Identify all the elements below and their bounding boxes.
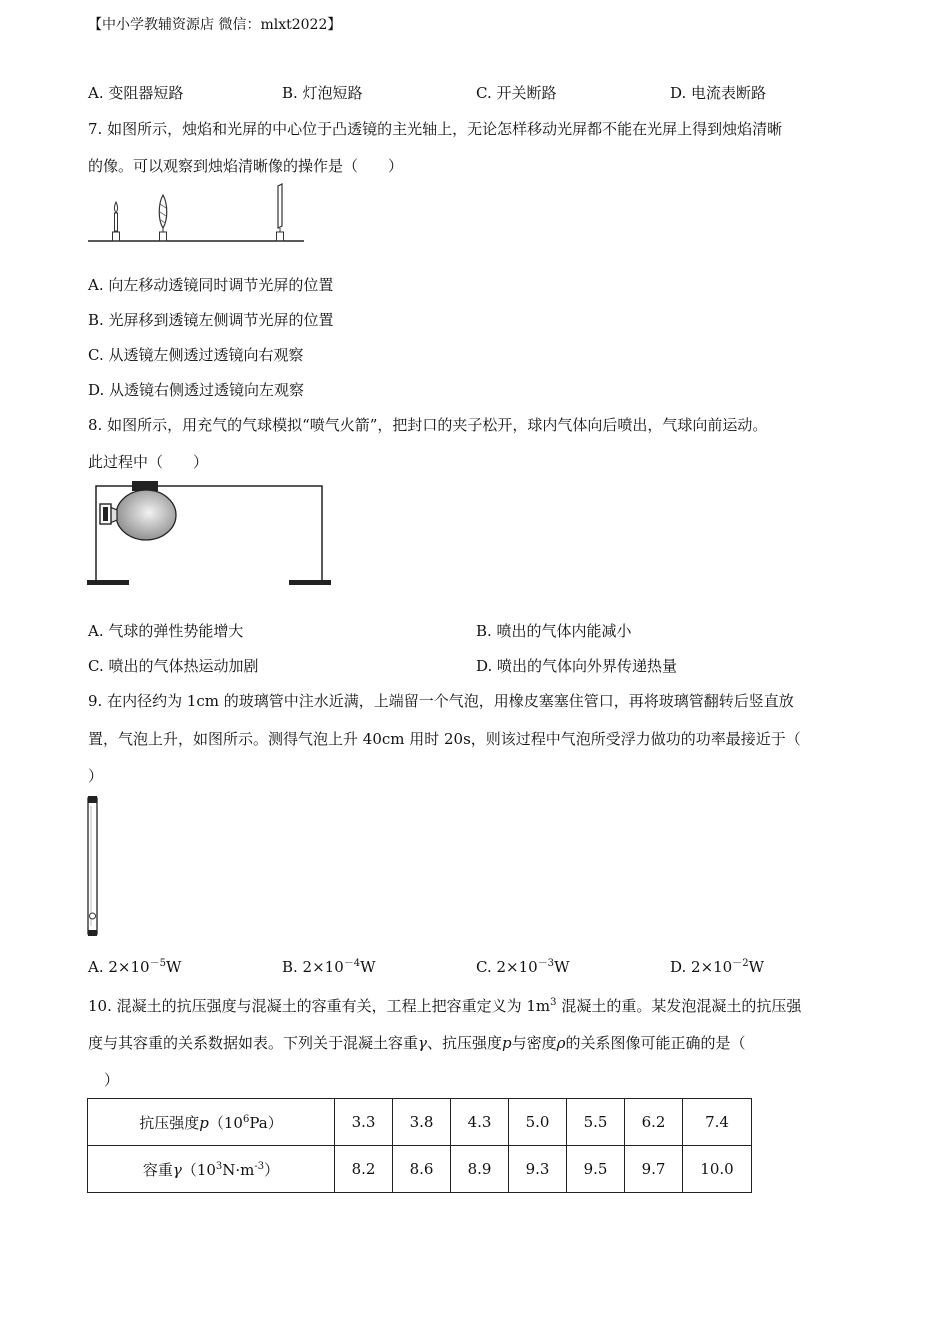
q9-glass-tube-figure	[84, 792, 104, 940]
q8-option-d[interactable]: D. 喷出的气体向外界传递热量	[476, 657, 678, 675]
q9-option-c[interactable]: C. $2\times 10^{-3}W$	[476, 958, 570, 976]
q6-option-d[interactable]: D. 电流表断路	[670, 84, 767, 102]
table-cell: 10.0	[683, 1146, 752, 1193]
table-cell: 8.2	[335, 1146, 393, 1193]
table-cell: 5.5	[567, 1099, 625, 1146]
candle-icon	[113, 202, 120, 241]
row-header-strength: 抗压强度$p(10^6Pa)$	[88, 1099, 335, 1146]
q8-balloon-rocket-figure	[86, 478, 336, 590]
light-screen-icon	[277, 184, 284, 241]
q7-optical-bench-figure	[86, 182, 308, 246]
q6-option-a[interactable]: A. 变阻器短路	[88, 84, 184, 102]
q7-option-b[interactable]: B. 光屏移到透镜左侧调节光屏的位置	[88, 311, 334, 329]
tube-bottom	[88, 930, 97, 936]
table-row-unit-weight	[88, 1146, 752, 1193]
table-cell: 3.8	[393, 1099, 451, 1146]
q8-option-b[interactable]: B. 喷出的气体内能减小	[476, 622, 632, 640]
row-header-unit-weight: 容重$\gamma(10^3N\cdot m^{-3})$	[88, 1146, 335, 1193]
q6-option-c[interactable]: C. 开关断路	[476, 84, 557, 102]
table-row-compressive-strength	[88, 1099, 752, 1146]
table-cell: 9.7	[625, 1146, 683, 1193]
right-base	[289, 580, 331, 585]
q7-option-c[interactable]: C. 从透镜左侧透过透镜向右观察	[88, 346, 304, 364]
table-cell: 4.3	[451, 1099, 509, 1146]
q7-stem-line2: 的像。可以观察到烛焰清晰像的操作是（ ）	[88, 157, 404, 175]
q9-option-a[interactable]: A. $2\times 10^{-5}W$	[88, 958, 182, 976]
q10-data-table	[87, 1098, 752, 1193]
q6-option-b[interactable]: B. 灯泡短路	[282, 84, 363, 102]
q9-stem-line2: 置，气泡上升，如图所示。测得气泡上升 40cm 用时 20s，则该过程中气泡所受浮力做功的功率最接近于（	[88, 730, 801, 748]
q9-stem-line1: 9. 在内径约为 1cm 的玻璃管中注水近满，上端留一个气泡，用橡皮塞塞住管口，再将玻璃管翻转后竖直放	[88, 692, 794, 710]
convex-lens-icon	[159, 195, 167, 241]
q10-stem-line2: 度与其容重的关系数据如表。下列关于混凝土容重γ、抗压强度p与密度ρ的关系图像可能正确的是（	[88, 1034, 746, 1052]
clip-inner	[103, 507, 108, 521]
page-header: 【中小学教辅资源店 微信：mlxt2022】	[88, 17, 342, 33]
q10-stem-line1: 10. 混凝土的抗压强度与混凝土的容重有关，工程上把容重定义为 $1m^3$ 混凝土的重。某发泡混凝土的抗压强	[88, 997, 802, 1015]
left-base	[87, 580, 129, 585]
table-cell: 5.0	[509, 1099, 567, 1146]
table-cell: 9.3	[509, 1146, 567, 1193]
q7-stem-line1: 7. 如图所示，烛焰和光屏的中心位于凸透镜的主光轴上，无论怎样移动光屏都不能在光屏上得到烛焰清晰	[88, 120, 783, 138]
table-cell: 3.3	[335, 1099, 393, 1146]
q9-stem-line3: ）	[88, 767, 104, 785]
q9-option-d[interactable]: D. $2\times 10^{-2}W$	[670, 958, 765, 976]
table-cell: 7.4	[683, 1099, 752, 1146]
balloon-icon	[110, 490, 176, 540]
table-cell: 6.2	[625, 1099, 683, 1146]
q8-stem-line1: 8. 如图所示，用充气的气球模拟“喷气火箭”，把封口的夹子松开，球内气体向后喷出，气球向前运动。	[88, 416, 768, 434]
q7-option-d[interactable]: D. 从透镜右侧透过透镜向左观察	[88, 381, 305, 399]
table-cell: 8.9	[451, 1146, 509, 1193]
q8-stem-line2: 此过程中（ ）	[88, 453, 209, 471]
q9-option-b[interactable]: B. $2\times 10^{-4}W$	[282, 958, 376, 976]
q8-option-c[interactable]: C. 喷出的气体热运动加剧	[88, 657, 259, 675]
q8-option-a[interactable]: A. 气球的弹性势能增大	[88, 622, 244, 640]
air-bubble-icon	[90, 913, 96, 919]
q10-stem-line3: ）	[104, 1071, 120, 1089]
table-cell: 9.5	[567, 1146, 625, 1193]
q7-option-a[interactable]: A. 向左移动透镜同时调节光屏的位置	[88, 276, 334, 294]
rubber-stopper-top	[88, 796, 97, 803]
table-cell: 8.6	[393, 1146, 451, 1193]
